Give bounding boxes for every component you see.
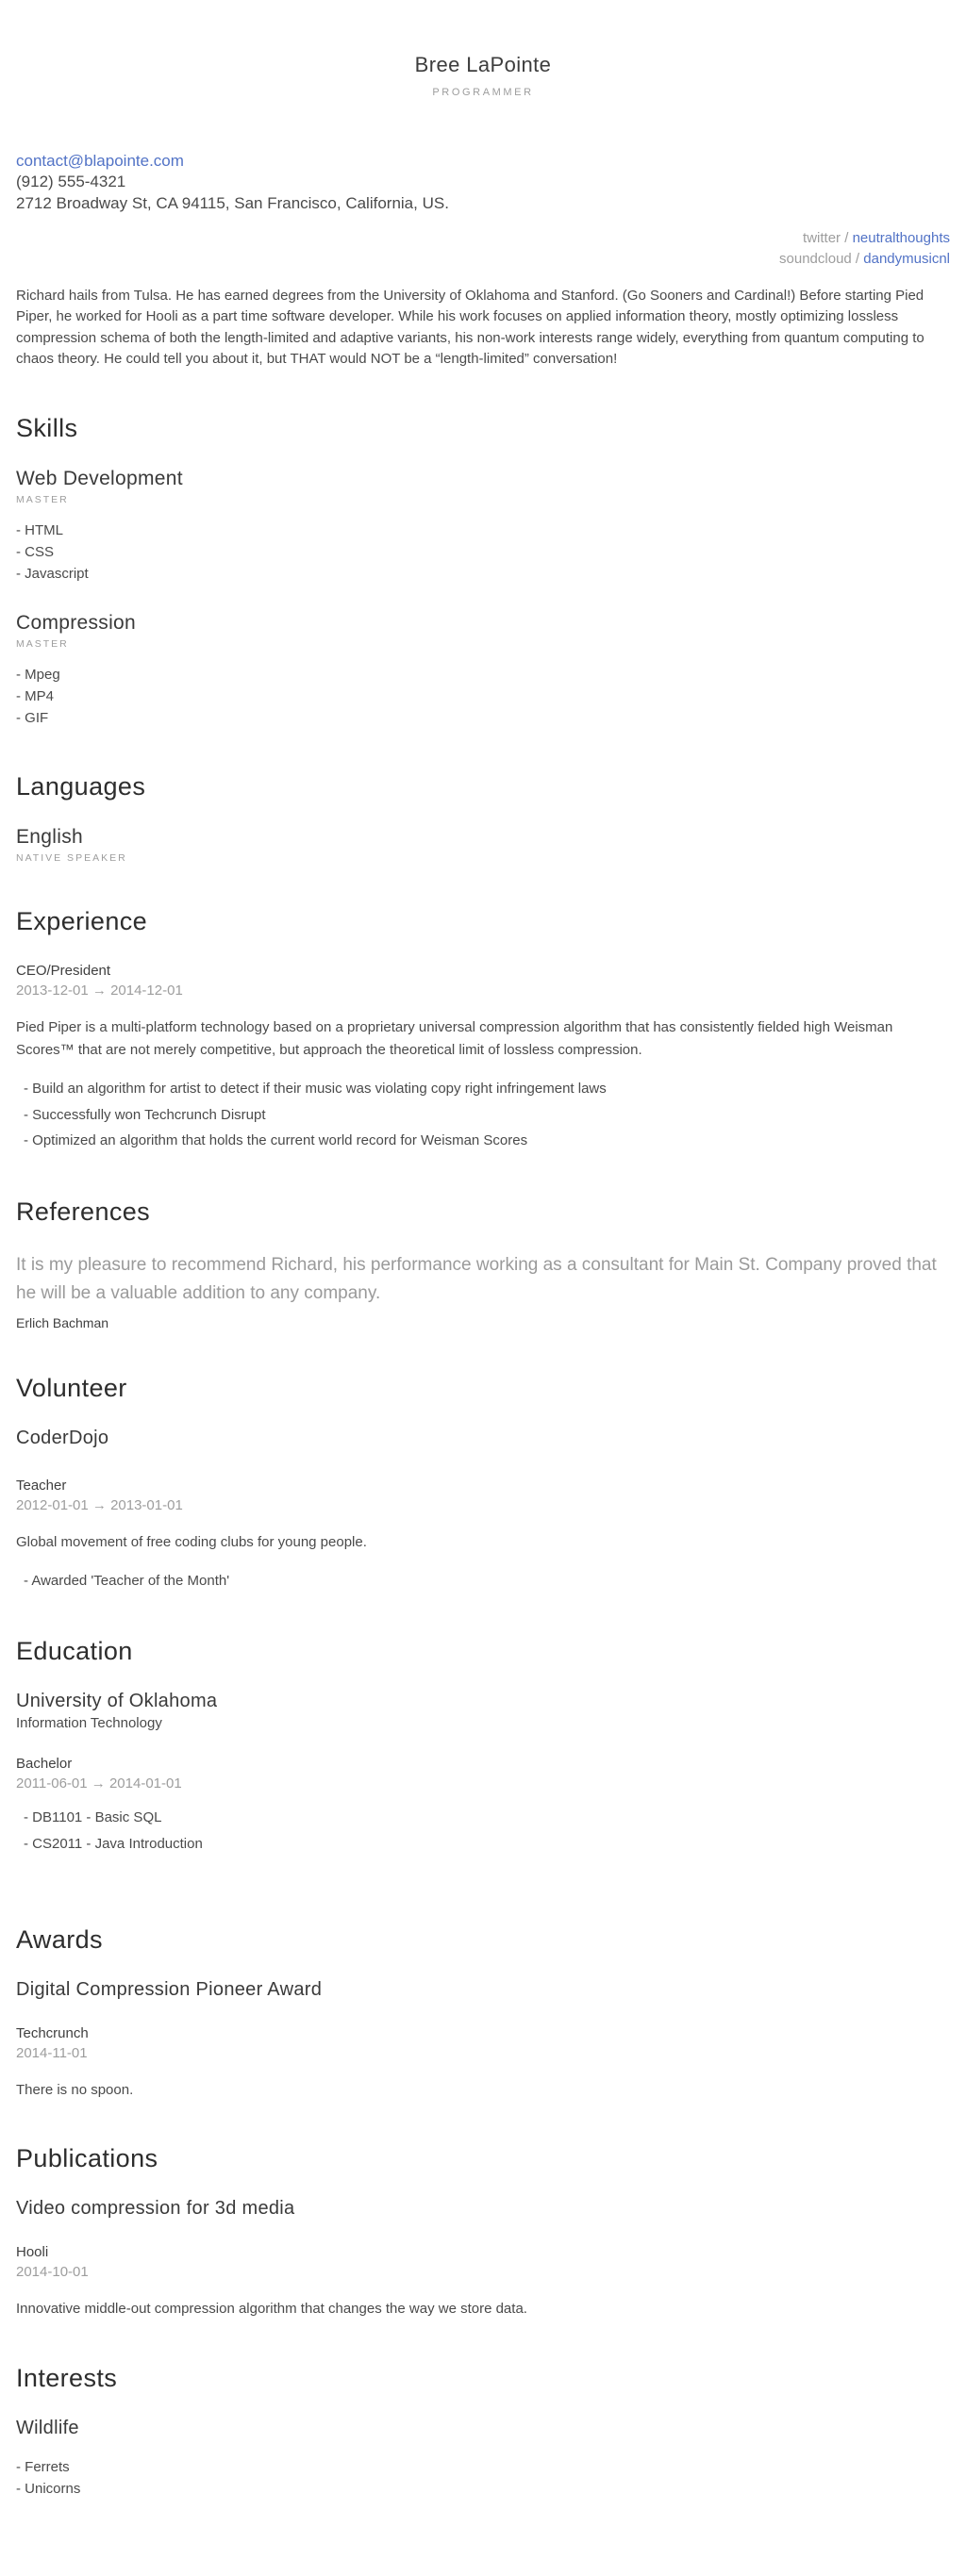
skill-keyword: - Javascript xyxy=(16,566,89,583)
volunteer-summary: Global movement of free coding clubs for young people. xyxy=(16,1533,367,1550)
skill-name: Compression xyxy=(16,611,137,634)
section-awards xyxy=(16,1925,950,2102)
volunteer-dates: 2012-01-01 → 2013-01-01 xyxy=(16,1496,183,1513)
language-fluency: NATIVE SPEAKER xyxy=(16,852,127,865)
about-paragraph: Richard hails from Tulsa. He has earned degrees from the University of Oklahoma and Stanford. (Go Sooners and Cardinal!) Before starting Pied Piper, he worked for Hooli as a part time software developer. While his work focuses on applied information theory, mostly optimizing lossless compression schema of both the length-limited and adaptive variants, his non-work interests range widely, everything from quantum computing to chaos theory. He could tell you about it, but THAT would NOT be a “length-limited” conversation! xyxy=(16,287,924,368)
awards-title: Awards xyxy=(16,1924,103,1954)
volunteer-position: Teacher xyxy=(16,1477,67,1494)
skill-keyword: - Mpeg xyxy=(16,666,60,683)
reference-item xyxy=(16,1251,950,1330)
education-institution: University of Oklahoma xyxy=(16,1691,218,1712)
publication-meta-block xyxy=(16,2242,950,2282)
skill-name: Web Development xyxy=(16,467,183,489)
volunteer-item xyxy=(16,1428,950,1593)
profile-twitter-network: twitter xyxy=(803,230,841,247)
interest-item xyxy=(16,2418,950,2501)
education-courses xyxy=(16,1805,950,1858)
profile-twitter-link[interactable]: neutralthoughts xyxy=(852,230,950,247)
interests-title: Interests xyxy=(16,2364,118,2393)
section-education xyxy=(16,1637,950,1858)
skill-keyword: - MP4 xyxy=(16,687,55,704)
award-name: Digital Compression Pioneer Award xyxy=(16,1978,323,2000)
person-name: Bree LaPointe xyxy=(414,53,552,76)
language-item xyxy=(16,826,950,864)
education-course: - DB1101 - Basic SQL xyxy=(24,1809,162,1826)
skills-title: Skills xyxy=(16,413,78,442)
social-profiles xyxy=(16,228,950,269)
award-awarder: Techcrunch xyxy=(16,2024,89,2041)
contact-address: 2712 Broadway St, CA 94115, San Francisco, California, US. xyxy=(16,193,449,212)
contact-email-row xyxy=(16,151,950,172)
references-title: References xyxy=(16,1197,151,1227)
language-name: English xyxy=(16,826,83,849)
interest-keyword: - Unicorns xyxy=(16,2481,81,2498)
education-item xyxy=(16,1691,950,1858)
section-languages xyxy=(16,772,950,864)
profile-soundcloud-network: soundcloud xyxy=(779,250,852,267)
publication-summary: Innovative middle-out compression algorithm that changes the way we store data. xyxy=(16,2301,527,2318)
reference-quote: It is my pleasure to recommend Richard, his performance working as a consultant for Main St. Company proved that he will be a valuable addition to any company. xyxy=(16,1255,937,1304)
interest-keyword: - Ferrets xyxy=(16,2459,70,2476)
experience-summary: Pied Piper is a multi-platform technology based on a proprietary universal compression algorithm that has consistently fielded high Weisman Scores™ that are not merely competitive, but approach the theoretical limit of lossless compression. xyxy=(16,1019,893,1059)
experience-highlight: - Successfully won Techcrunch Disrupt xyxy=(24,1106,266,1123)
profile-soundcloud-link[interactable]: dandymusicnl xyxy=(863,250,950,267)
skill-level: MASTER xyxy=(16,493,69,505)
masthead xyxy=(16,53,950,98)
volunteer-title: Volunteer xyxy=(16,1373,127,1402)
award-date: 2014-11-01 xyxy=(16,2044,88,2061)
skill-item xyxy=(16,612,950,730)
profile-soundcloud-sep: / xyxy=(851,250,864,267)
skill-keyword: - CSS xyxy=(16,544,55,561)
education-course: - CS2011 - Java Introduction xyxy=(24,1836,203,1852)
interest-name: Wildlife xyxy=(16,2418,79,2439)
skill-keywords xyxy=(16,664,950,730)
interest-keywords xyxy=(16,2456,950,2501)
award-meta-block xyxy=(16,2023,950,2063)
profile-twitter-sep: / xyxy=(841,230,853,247)
experience-dates: 2013-12-01 → 2014-12-01 xyxy=(16,983,183,999)
section-interests xyxy=(16,2364,950,2501)
experience-highlight: - Build an algorithm for artist to detect if their music was violating copy right infringement laws xyxy=(24,1080,607,1097)
experience-position: CEO/President xyxy=(16,963,111,980)
skill-keyword: - HTML xyxy=(16,521,63,538)
publication-date: 2014-10-01 xyxy=(16,2264,89,2281)
profile-twitter xyxy=(16,228,950,248)
experience-highlights xyxy=(16,1076,950,1154)
volunteer-highlights xyxy=(16,1568,950,1594)
section-skills xyxy=(16,414,950,730)
education-area: Information Technology xyxy=(16,1715,162,1732)
contact-phone: (912) 555-4321 xyxy=(16,173,126,191)
languages-title: Languages xyxy=(16,772,146,801)
skill-keywords xyxy=(16,520,950,586)
volunteer-organization: CoderDojo xyxy=(16,1427,109,1448)
publication-name: Video compression for 3d media xyxy=(16,2198,295,2220)
experience-highlight: - Optimized an algorithm that holds the current world record for Weisman Scores xyxy=(24,1132,528,1149)
education-study-type: Bachelor xyxy=(16,1756,73,1773)
contact-block xyxy=(16,151,950,214)
skill-keyword: - GIF xyxy=(16,710,49,727)
experience-title: Experience xyxy=(16,907,148,936)
education-degree-block xyxy=(16,1754,950,1793)
skill-level: MASTER xyxy=(16,637,69,650)
section-experience xyxy=(16,907,950,1154)
email-link[interactable]: contact@blapointe.com xyxy=(16,152,184,170)
profile-soundcloud xyxy=(16,249,950,269)
reference-name: Erlich Bachman xyxy=(16,1314,109,1330)
publication-item xyxy=(16,2198,950,2320)
person-label: PROGRAMMER xyxy=(432,87,534,98)
section-volunteer xyxy=(16,1374,950,1593)
education-dates: 2011-06-01 → 2014-01-01 xyxy=(16,1775,182,1792)
publications-title: Publications xyxy=(16,2144,158,2173)
publication-publisher: Hooli xyxy=(16,2244,49,2261)
education-title: Education xyxy=(16,1637,133,1666)
section-references xyxy=(16,1197,950,1330)
section-publications xyxy=(16,2144,950,2320)
skill-item xyxy=(16,468,950,586)
experience-item xyxy=(16,961,950,1154)
volunteer-highlight: - Awarded 'Teacher of the Month' xyxy=(24,1572,230,1589)
skills-list xyxy=(16,468,950,730)
award-item xyxy=(16,1979,950,2102)
award-summary: There is no spoon. xyxy=(16,2081,134,2098)
volunteer-role-block xyxy=(16,1476,950,1515)
